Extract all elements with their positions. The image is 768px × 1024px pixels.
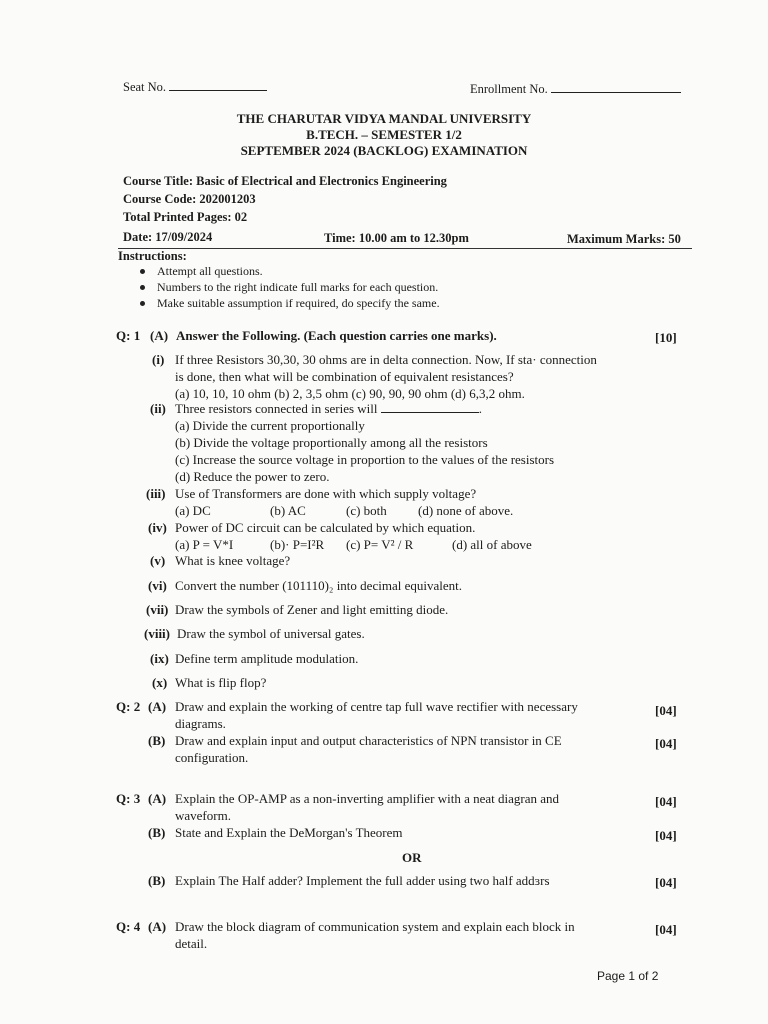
q1-iii-line: Use of Transformers are done with which supply voltage? bbox=[175, 486, 477, 501]
q1-iv-option: (b)· P=I²R bbox=[270, 537, 325, 552]
q4-a-text: detail. bbox=[175, 936, 208, 951]
instructions-heading: Instructions: bbox=[118, 249, 187, 263]
q1-iii-option: (b) AC bbox=[270, 503, 306, 518]
q1-v-text: What is knee voltage? bbox=[175, 553, 291, 568]
q1-ix-text: Define term amplitude modulation. bbox=[175, 651, 359, 666]
exam-time: Time: 10.00 am to 12.30pm bbox=[324, 231, 469, 245]
q1-viii-number: (viii) bbox=[144, 626, 170, 641]
university-name: THE CHARUTAR VIDYA MANDAL UNIVERSITY bbox=[236, 111, 532, 126]
q1-iv-option: (c) P= V² / R bbox=[346, 537, 414, 552]
enrollment-no-field bbox=[470, 82, 681, 97]
q4-a-label: (A) bbox=[148, 919, 167, 934]
seat-no-field bbox=[123, 80, 267, 95]
q1-iv-option: (d) all of above bbox=[452, 537, 532, 552]
program-name: B.TECH. – SEMESTER 1/2 bbox=[306, 127, 462, 142]
q1-marks: [10] bbox=[655, 330, 677, 345]
q1-title: Answer the Following. (Each question carries one marks). bbox=[176, 328, 497, 343]
q1-i-line: is done, then what will be combination of equivalent resistances? bbox=[175, 369, 514, 384]
seat-no-blank bbox=[169, 81, 267, 91]
q1-iv-option: (a) P = V*I bbox=[175, 537, 234, 552]
q1-ii-number: (ii) bbox=[150, 401, 166, 416]
instruction-item: Attempt all questions. bbox=[140, 264, 263, 279]
q1-ii-option: (d) Reduce the power to zero. bbox=[175, 469, 330, 484]
q1-ii-option: (a) Divide the current proportionally bbox=[175, 418, 365, 433]
q1-i-line: If three Resistors 30,30, 30 ohms are in delta connection. Now, If sta· connection bbox=[175, 352, 597, 367]
page-number: Page 1 of 2 bbox=[597, 969, 659, 983]
q3-b-marks: [04] bbox=[655, 828, 677, 843]
header-rule bbox=[118, 248, 692, 249]
q1-iii-number: (iii) bbox=[146, 486, 166, 501]
q2-a-marks: [04] bbox=[655, 703, 677, 718]
q1-v-number: (v) bbox=[150, 553, 166, 568]
q1-i-options: (a) 10, 10, 10 ohm (b) 2, 3,5 ohm (c) 90, 90, 90 ohm (d) 6,3,2 ohm. bbox=[175, 386, 525, 401]
q4-number: Q: 4 bbox=[116, 919, 141, 934]
q2-number: Q: 2 bbox=[116, 699, 141, 714]
exam-name: SEPTEMBER 2024 (BACKLOG) EXAMINATION bbox=[240, 143, 528, 158]
q1-iii-option: (c) both bbox=[346, 503, 387, 518]
q3-b2-marks: [04] bbox=[655, 875, 677, 890]
q3-a-marks: [04] bbox=[655, 794, 677, 809]
q1-vi-text: Convert the number (101110)₂ into decimal equivalent. bbox=[175, 578, 462, 593]
q1-ii-line: Three resistors connected in series will . bbox=[175, 401, 483, 416]
q1-iv-number: (iv) bbox=[148, 520, 167, 535]
bullet-icon bbox=[140, 301, 145, 306]
bullet-icon bbox=[140, 285, 145, 290]
q1-x-text: What is flip flop? bbox=[175, 675, 267, 690]
q4-a-text: Draw the block diagram of communication system and explain each block in bbox=[175, 919, 575, 934]
instruction-item: Make suitable assumption if required, do specify the same. bbox=[140, 296, 440, 311]
course-code: Course Code: 202001203 bbox=[123, 192, 256, 206]
bullet-icon bbox=[140, 269, 145, 274]
q3-a-text: Explain the OP-AMP as a non-inverting amplifier with a neat diagran and bbox=[175, 791, 560, 806]
answer-blank bbox=[381, 403, 479, 413]
q3-a-label: (A) bbox=[148, 791, 167, 806]
q3-b2-text: Explain The Half adder? Implement the full adder using two half addɜrs bbox=[175, 873, 550, 888]
q1-viii-text: Draw the symbol of universal gates. bbox=[177, 626, 365, 641]
q3-b-label: (B) bbox=[148, 825, 166, 840]
q2-b-text: Draw and explain input and output characteristics of NPN transistor in CE bbox=[175, 733, 562, 748]
q1-iv-line: Power of DC circuit can be calculated by which equation. bbox=[175, 520, 476, 535]
q3-number: Q: 3 bbox=[116, 791, 141, 806]
max-marks: Maximum Marks: 50 bbox=[567, 232, 681, 246]
q2-a-text: Draw and explain the working of centre tap full wave rectifier with necessary bbox=[175, 699, 578, 714]
q1-x-number: (x) bbox=[152, 675, 168, 690]
seat-no-label: Seat No. bbox=[123, 80, 167, 94]
q2-b-text: configuration. bbox=[175, 750, 249, 765]
q2-a-label: (A) bbox=[148, 699, 167, 714]
course-title: Course Title: Basic of Electrical and Electronics Engineering bbox=[123, 174, 447, 188]
exam-date: Date: 17/09/2024 bbox=[123, 230, 213, 244]
q1-vii-text: Draw the symbols of Zener and light emitting diode. bbox=[175, 602, 449, 617]
total-pages: Total Printed Pages: 02 bbox=[123, 210, 248, 224]
q4-a-marks: [04] bbox=[655, 922, 677, 937]
q2-b-label: (B) bbox=[148, 733, 166, 748]
q1-ii-option: (c) Increase the source voltage in proportion to the values of the resistors bbox=[175, 452, 555, 467]
q2-b-marks: [04] bbox=[655, 736, 677, 751]
q3-b2-label: (B) bbox=[148, 873, 166, 888]
q1-number: Q: 1 bbox=[116, 328, 141, 343]
q3-a-text: waveform. bbox=[175, 808, 231, 823]
or-separator: OR bbox=[402, 850, 422, 865]
q1-vii-number: (vii) bbox=[146, 602, 169, 617]
q1-vi-number: (vi) bbox=[148, 578, 167, 593]
q2-a-text: diagrams. bbox=[175, 716, 226, 731]
q1-iii-option: (d) none of above. bbox=[418, 503, 514, 518]
instruction-item: Numbers to the right indicate full marks for each question. bbox=[140, 280, 438, 295]
q1-i-number: (i) bbox=[152, 352, 165, 367]
q1-ii-option: (b) Divide the voltage proportionally among all the resistors bbox=[175, 435, 488, 450]
q3-b-text: State and Explain the DeMorgan's Theorem bbox=[175, 825, 403, 840]
enrollment-no-blank bbox=[551, 83, 681, 93]
q1-part-label: (A) bbox=[150, 328, 169, 343]
q1-ix-number: (ix) bbox=[150, 651, 169, 666]
enrollment-no-label: Enrollment No. bbox=[470, 82, 548, 96]
q1-iii-option: (a) DC bbox=[175, 503, 211, 518]
